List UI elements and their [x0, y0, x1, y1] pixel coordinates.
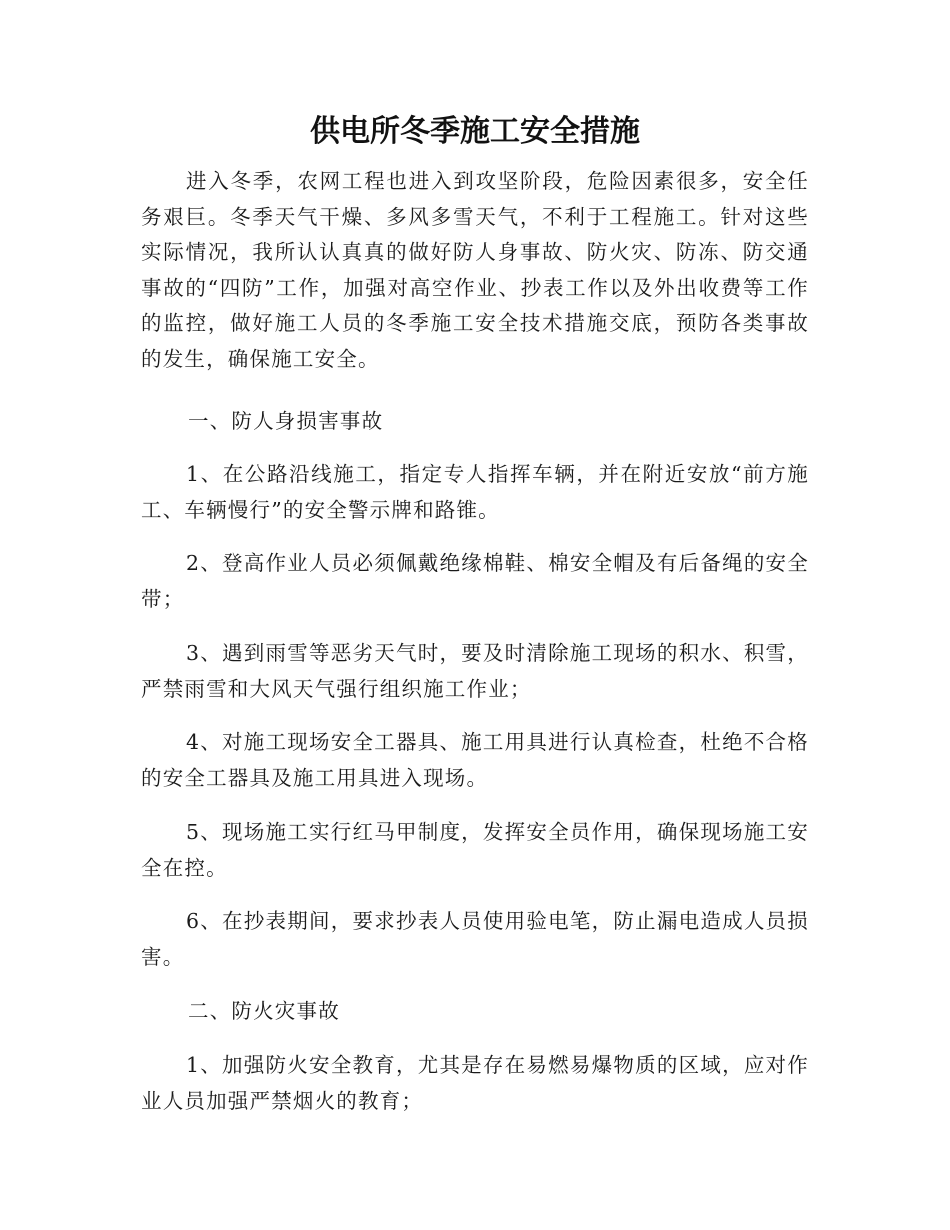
section-heading-fire: 二、防火灾事故	[188, 999, 340, 1023]
section1-item-6: 6、在抄表期间，要求抄表人员使用验电笔，防止漏电造成人员损害。	[141, 909, 809, 969]
section1-item-4: 4、对施工现场安全工器具、施工用具进行认真检查，杜绝不合格的安全工器具及施工用具进入现场。	[141, 730, 809, 790]
section1-item-3: 3、遇到雨雪等恶劣天气时，要及时清除施工现场的积水、积雪，严禁雨雪和大风天气强行组织施工作业；	[141, 641, 809, 701]
section1-item-5: 5、现场施工实行红马甲制度，发挥安全员作用，确保现场施工安全在控。	[141, 820, 809, 880]
section2-item-1: 1、加强防火安全教育，尤其是存在易燃易爆物质的区域，应对作业人员加强严禁烟火的教育；	[141, 1053, 809, 1113]
section-heading-personal-injury: 一、防人身损害事故	[188, 409, 384, 433]
intro-paragraph: 进入冬季，农网工程也进入到攻坚阶段，危险因素很多，安全任务艰巨。冬季天气干燥、多风多雪天气，不利于工程施工。针对这些实际情况，我所认认真真的做好防人身事故、防火灾、防冻、防交通事故的“四防”工作，加强对高空作业、抄表工作以及外出收费等工作的监控，做好施工人员的冬季施工安全技术措施交底，预防各类事故的发生，确保施工安全。	[141, 169, 809, 371]
section1-item-2: 2、登高作业人员必须佩戴绝缘棉鞋、棉安全帽及有后备绳的安全带；	[141, 551, 809, 611]
document-title: 供电所冬季施工安全措施	[310, 114, 640, 149]
section1-item-1: 1、在公路沿线施工，指定专人指挥车辆，并在附近安放“前方施工、车辆慢行”的安全警示牌和路锥。	[141, 462, 809, 522]
